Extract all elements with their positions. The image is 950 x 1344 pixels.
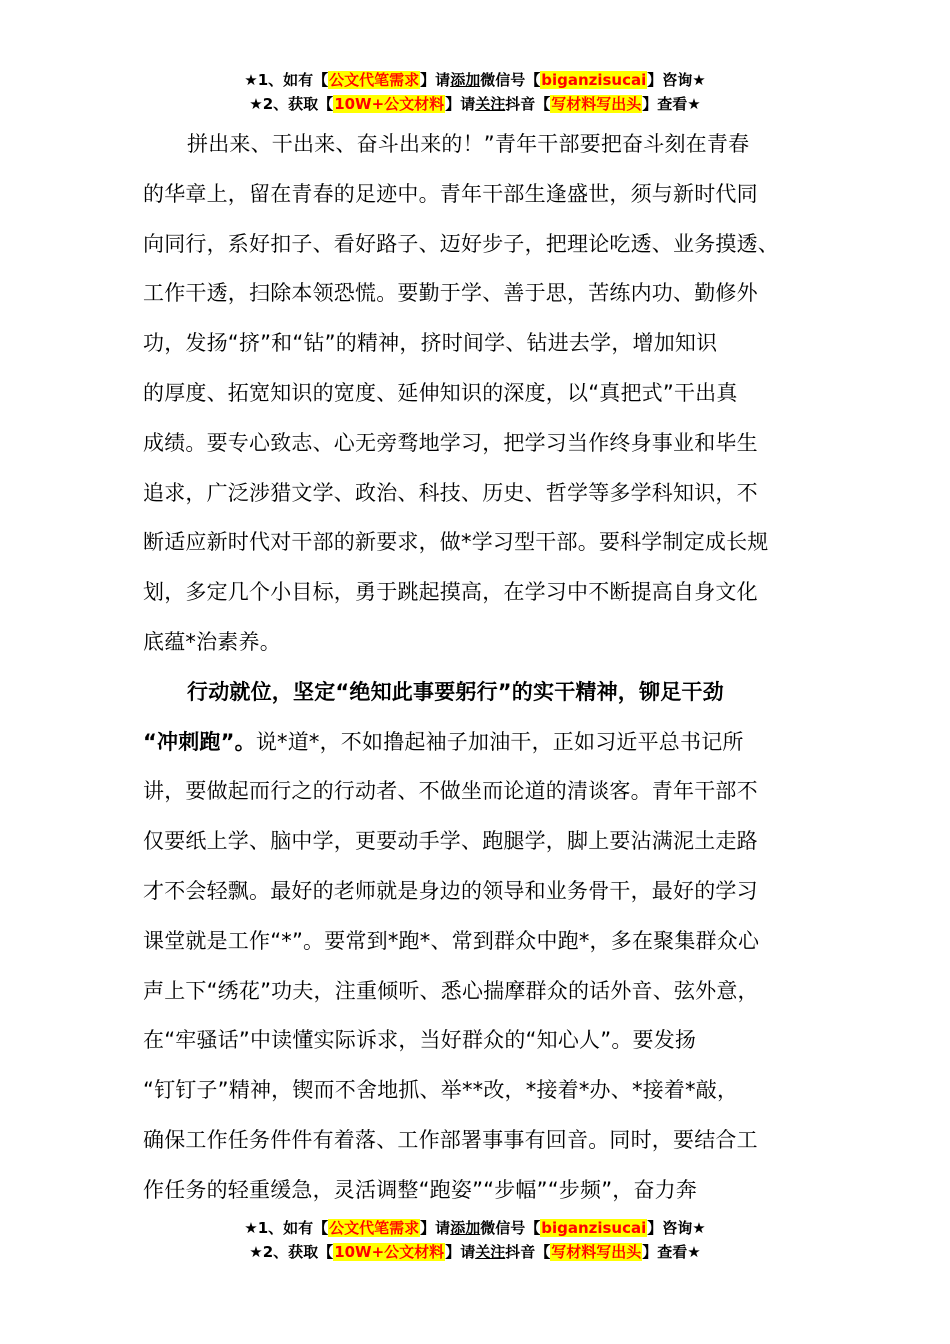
promo-text: 抖音【: [505, 1243, 551, 1261]
document-body: [143, 120, 808, 1216]
promo-text: 】请: [420, 1219, 451, 1237]
promo-wechat-id: biganzisucai: [541, 71, 647, 89]
text-line: 追求，广泛涉猎文学、政治、科技、历史、哲学等多学科知识，不: [143, 480, 758, 505]
promo-line-2: [0, 92, 950, 116]
text-line: 仅要纸上学、脑中学，更要动手学、跑腿学，脚上要沾满泥土走路: [143, 829, 758, 854]
promo-text: ★2、获取【: [249, 95, 334, 113]
promo-text: 微信号【: [480, 71, 541, 89]
paragraph-2: [143, 668, 808, 1216]
text-line: 在“牢骚话”中读懂实际诉求，当好群众的“知心人”。要发扬: [143, 1028, 697, 1053]
promo-line-2: [0, 1240, 950, 1264]
promo-line-1: [0, 1216, 950, 1240]
promo-text: ★1、如有【: [244, 71, 329, 89]
promo-underlined: 添加: [450, 71, 481, 89]
promo-underlined: 添加: [450, 1219, 481, 1237]
text-line: 成绩。要专心致志、心无旁骛地学习，把学习当作终身事业和毕生: [143, 430, 758, 455]
promo-wechat-id: biganzisucai: [541, 1219, 647, 1237]
promo-douyin-id: 写材料写出头: [551, 95, 642, 113]
text-line: 拼出来、干出来、奋斗出来的！”青年干部要把奋斗刻在青春: [187, 132, 750, 156]
text-line: “钉钉子”精神，锲而不舍地抓、举**改，*接着*办、*接着*敲，: [143, 1078, 739, 1103]
paragraph-heading-tail: “冲刺跑”。: [143, 729, 256, 754]
text-line: 声上下“绣花”功夫，注重倾听、悉心揣摩群众的话外音、弦外意，: [143, 978, 759, 1003]
promo-text: 】查看★: [642, 1243, 701, 1261]
promo-douyin-id: 写材料写出头: [551, 1243, 642, 1261]
promo-text: 微信号【: [480, 1219, 541, 1237]
promo-text: 抖音【: [505, 95, 551, 113]
promo-line-1: [0, 68, 950, 92]
promo-text: ★2、获取【: [249, 1243, 334, 1261]
promo-highlight: 公文代笔需求: [329, 1219, 420, 1237]
text-line: 课堂就是工作“*”。要常到*跑*、常到群众中跑*，多在聚集群众心: [143, 928, 760, 953]
text-line: 断适应新时代对干部的新要求，做*学习型干部。要科学制定成长规: [143, 530, 769, 555]
promo-underlined: 关注: [475, 95, 506, 113]
promo-text: ★1、如有【: [244, 1219, 329, 1237]
text-line: 确保工作任务件件有着落、工作部署事事有回音。同时，要结合工: [143, 1127, 758, 1152]
text-line: 功，发扬“挤”和“钻”的精神，挤时间学、钻进去学，增加知识: [143, 331, 718, 356]
text-line: 的华章上，留在青春的足迹中。青年干部生逢盛世，须与新时代同: [143, 181, 758, 206]
promo-underlined: 关注: [475, 1243, 506, 1261]
promo-text: 】请: [445, 95, 476, 113]
promo-text: 】咨询★: [647, 1219, 706, 1237]
promo-text: 】查看★: [642, 95, 701, 113]
text-line: 才不会轻飘。最好的老师就是身边的领导和业务骨干，最好的学习: [143, 878, 758, 903]
promo-text: 】咨询★: [647, 71, 706, 89]
text-line: 讲，要做起而行之的行动者、不做坐而论道的清谈客。青年干部不: [143, 779, 758, 804]
text-line: 向同行，系好扣子、看好路子、迈好步子，把理论吃透、业务摸透、: [143, 231, 779, 256]
promo-banner-bottom: [0, 1216, 950, 1264]
text-line: 作任务的轻重缓急，灵活调整“跑姿”“步幅”“步频”，奋力奔: [143, 1177, 698, 1202]
text-line: 划，多定几个小目标，勇于跳起摸高，在学习中不断提高自身文化: [143, 580, 758, 605]
text-line: 工作干透，扫除本领恐慌。要勤于学、善于思，苦练内功、勤修外: [143, 281, 758, 306]
text-line: 的厚度、拓宽知识的宽度、延伸知识的深度，以“真把式”干出真: [143, 380, 738, 405]
promo-highlight: 公文代笔需求: [329, 71, 420, 89]
text-line: [143, 718, 808, 768]
paragraph-1: [143, 120, 808, 668]
promo-highlight: 10W+公文材料: [334, 1243, 445, 1261]
text-span: 说*道*，不如撸起袖子加油干，正如习近平总书记所: [255, 729, 744, 754]
promo-text: 】请: [420, 71, 451, 89]
text-line: 底蕴*治素养。: [143, 629, 281, 654]
promo-text: 】请: [445, 1243, 476, 1261]
promo-banner-top: [0, 68, 950, 116]
promo-highlight: 10W+公文材料: [334, 95, 445, 113]
paragraph-heading: 行动就位，坚定“绝知此事要躬行”的实干精神，铆足干劲: [187, 679, 724, 704]
